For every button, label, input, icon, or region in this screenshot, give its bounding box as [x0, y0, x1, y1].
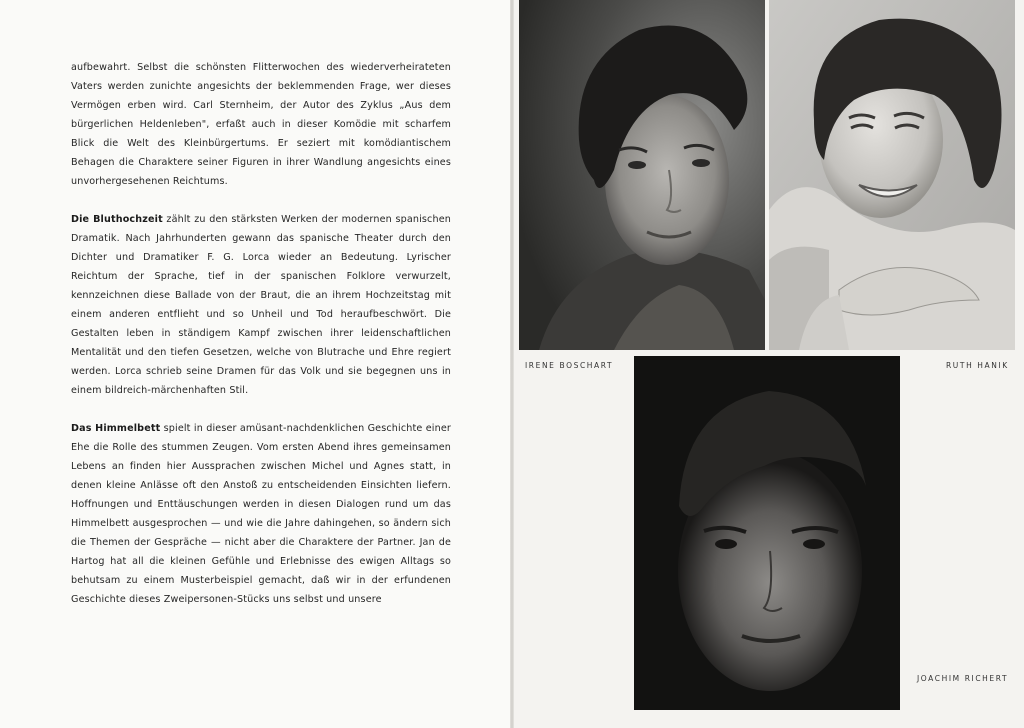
caption-ruth-hanik: RUTH HANIK [946, 361, 1009, 370]
paragraph-sternheim-text: aufbewahrt. Selbst die schönsten Flitterwochen des wiederverheirateten Vaters werden zunichte angesichts der beklemmenden Frage, wer dieses Vermögen erben wird. Carl Sternheim, der Autor des Zyklus „Aus dem bürgerlichen Heldenleben", erfaßt auch in dieser Komödie mit scharfem Blick die Welt des Kleinbürgertums. Er seziert mit komödiantischem Behagen die Charaktere seiner Figuren in ihrer Wandlung angesichts eines unvorhergesehenen Reichtums. [71, 62, 451, 187]
paragraph-himmelbett-text: spielt in dieser amüsant-nachdenklichen Geschichte einer Ehe die Rolle des stummen Zeugen. Vom ersten Abend ihres gemeinsamen Lebens an finden hier Aussprachen zwischen Michel und Agnes statt, in denen kleine Anlässe oft den Anstoß zu entscheidenden Einsichten liefern. Hoffnungen und Enttäuschungen werden in diesen Dialogen rund um das Himmelbett ausgesprochen — und wie die Jahre dahingehen, so ändern sich die Themen der Gespräche — nicht aber die Charaktere der Partner. Jan de Hartog hat all die kleinen Gefühle und Erlebnisse des ewigen Alltags so behutsam zu einem Musterbeispiel gemacht, daß wir in der erfundenen Geschichte dieses Zweipersonen-Stücks uns selbst und unsere [71, 423, 451, 605]
paragraph-bluthochzeit [71, 210, 451, 400]
photo-ruth-hanik [769, 0, 1015, 350]
paragraph-himmelbett [71, 419, 451, 609]
page-fold [510, 0, 514, 728]
title-bluthochzeit: Die Bluthochzeit [71, 214, 163, 225]
photo-irene-boschart [519, 0, 765, 350]
caption-joachim-richert: JOACHIM RICHERT [917, 674, 1009, 683]
paragraph-sternheim [71, 58, 451, 191]
title-himmelbett: Das Himmelbett [71, 423, 161, 434]
caption-irene-boschart: IRENE BOSCHART [525, 361, 614, 370]
text-column [71, 58, 451, 609]
paragraph-bluthochzeit-text: zählt zu den stärksten Werken der modernen spanischen Dramatik. Nach Jahrhunderten gewann das spanische Theater durch den Dichter und Dramatiker F. G. Lorca wieder an Bedeutung. Lyrischer Reichtum der Sprache, tief in der spanischen Folklore verwurzelt, kennzeichnen diese Ballade von der Braut, die an ihrem Hochzeitstag mit einem anderen entflieht und so Unheil und Tod heraufbeschwört. Die Gestalten leben in ständigem Kampf zwischen ihrer leidenschaftlichen Mentalität und den tiefen Gesetzen, welche von Blutrache und Ehre regiert werden. Lorca schrieb seine Dramen für das Volk und sie begegnen uns in einem bildreich-märchenhaften Stil. [71, 214, 451, 396]
photo-joachim-richert [634, 356, 900, 710]
